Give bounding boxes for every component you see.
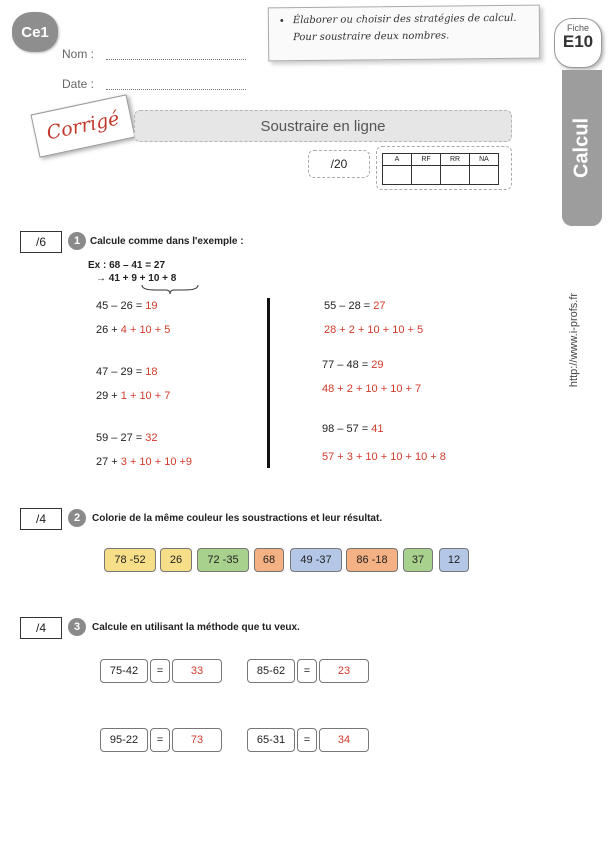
- left-decomp-3: 27 + 3 + 10 + 10 +9: [96, 456, 193, 468]
- eval-cell[interactable]: [383, 166, 412, 185]
- objective-note: [268, 5, 541, 62]
- chip[interactable]: 37: [403, 548, 433, 572]
- equals-box: =: [150, 728, 170, 752]
- eval-cell[interactable]: [470, 166, 499, 185]
- left-calc-2: 47 – 29 = 18: [96, 366, 158, 378]
- example-line1: Ex : 68 – 41 = 27: [88, 260, 166, 271]
- nom-field[interactable]: [106, 58, 246, 60]
- equals-box: =: [297, 728, 317, 752]
- ex1-number: 1: [68, 232, 86, 250]
- left-calc-1: 45 – 26 = 19: [96, 300, 158, 312]
- fiche-badge: [554, 18, 602, 68]
- ex1-instruction: Calcule comme dans l'exemple :: [90, 236, 244, 247]
- right-decomp-2: 48 + 2 + 10 + 10 + 7: [322, 383, 422, 395]
- chip[interactable]: 68: [254, 548, 284, 572]
- source-url: http://www.i-profs.fr: [568, 292, 580, 388]
- answer-field[interactable]: 33: [172, 659, 222, 683]
- left-decomp-1: 26 + 4 + 10 + 5: [96, 324, 171, 336]
- fiche-code: E10: [562, 32, 594, 51]
- ex2-score: /4: [20, 508, 62, 530]
- left-calc-3: 59 – 27 = 32: [96, 432, 158, 444]
- right-calc-2: 77 – 48 = 29: [322, 359, 384, 371]
- chip[interactable]: 26: [160, 548, 192, 572]
- ex1-score: /6: [20, 231, 62, 253]
- eval-cell[interactable]: [412, 166, 441, 185]
- ex2-number: 2: [68, 509, 86, 527]
- eval-cell[interactable]: [441, 166, 470, 185]
- level-badge: Ce1: [12, 12, 58, 52]
- ex3-score: /4: [20, 617, 62, 639]
- date-label: Date :: [62, 77, 95, 91]
- nom-label: Nom :: [62, 47, 95, 61]
- ex3-instruction: Calcule en utilisant la méthode que tu veux.: [92, 622, 300, 633]
- chip[interactable]: 78 -52: [104, 548, 156, 572]
- left-decomp-2: 29 + 1 + 10 + 7: [96, 390, 171, 402]
- eval-header-rf: RF: [412, 154, 441, 166]
- fiche-label: Fiche: [566, 23, 589, 33]
- right-calc-1: 55 – 28 = 27: [324, 300, 386, 312]
- chip[interactable]: 72 -35: [197, 548, 249, 572]
- corrige-stamp: [30, 94, 135, 157]
- right-calc-3: 98 – 57 = 41: [322, 423, 384, 435]
- eval-header-a: A: [383, 154, 412, 166]
- chip[interactable]: 49 -37: [290, 548, 342, 572]
- subject-label: Calcul: [570, 117, 593, 179]
- operation-box: 85-62: [247, 659, 295, 683]
- brace-icon: [140, 283, 200, 295]
- example-parts: 9 + 10 + 8: [131, 273, 177, 284]
- example-prefix: → 41 +: [96, 273, 132, 284]
- chip[interactable]: 86 -18: [346, 548, 398, 572]
- right-decomp-1: 28 + 2 + 10 + 10 + 5: [324, 324, 424, 336]
- right-decomp-3: 57 + 3 + 10 + 10 + 10 + 8: [322, 451, 446, 463]
- objective-text: Élaborer ou choisir des stratégies de calcul. Pour soustraire deux nombres.: [292, 12, 517, 44]
- operation-box: 65-31: [247, 728, 295, 752]
- column-divider: [267, 298, 270, 468]
- date-field[interactable]: [106, 88, 246, 90]
- equals-box: =: [297, 659, 317, 683]
- answer-field[interactable]: 34: [319, 728, 369, 752]
- operation-box: 75-42: [100, 659, 148, 683]
- operation-box: 95-22: [100, 728, 148, 752]
- ex2-instruction: Colorie de la même couleur les soustractions et leur résultat.: [92, 513, 383, 524]
- total-score: /20: [308, 150, 370, 178]
- answer-field[interactable]: 23: [319, 659, 369, 683]
- evaluation-grid: [376, 146, 512, 190]
- eval-header-rr: RR: [441, 154, 470, 166]
- answer-field[interactable]: 73: [172, 728, 222, 752]
- page-title: Soustraire en ligne: [134, 110, 512, 142]
- stamp-text: Corrigé: [44, 107, 122, 145]
- equals-box: =: [150, 659, 170, 683]
- bullet-icon: •: [278, 16, 285, 28]
- ex3-number: 3: [68, 618, 86, 636]
- chip[interactable]: 12: [439, 548, 469, 572]
- subject-tab: [562, 70, 602, 226]
- eval-header-na: NA: [470, 154, 499, 166]
